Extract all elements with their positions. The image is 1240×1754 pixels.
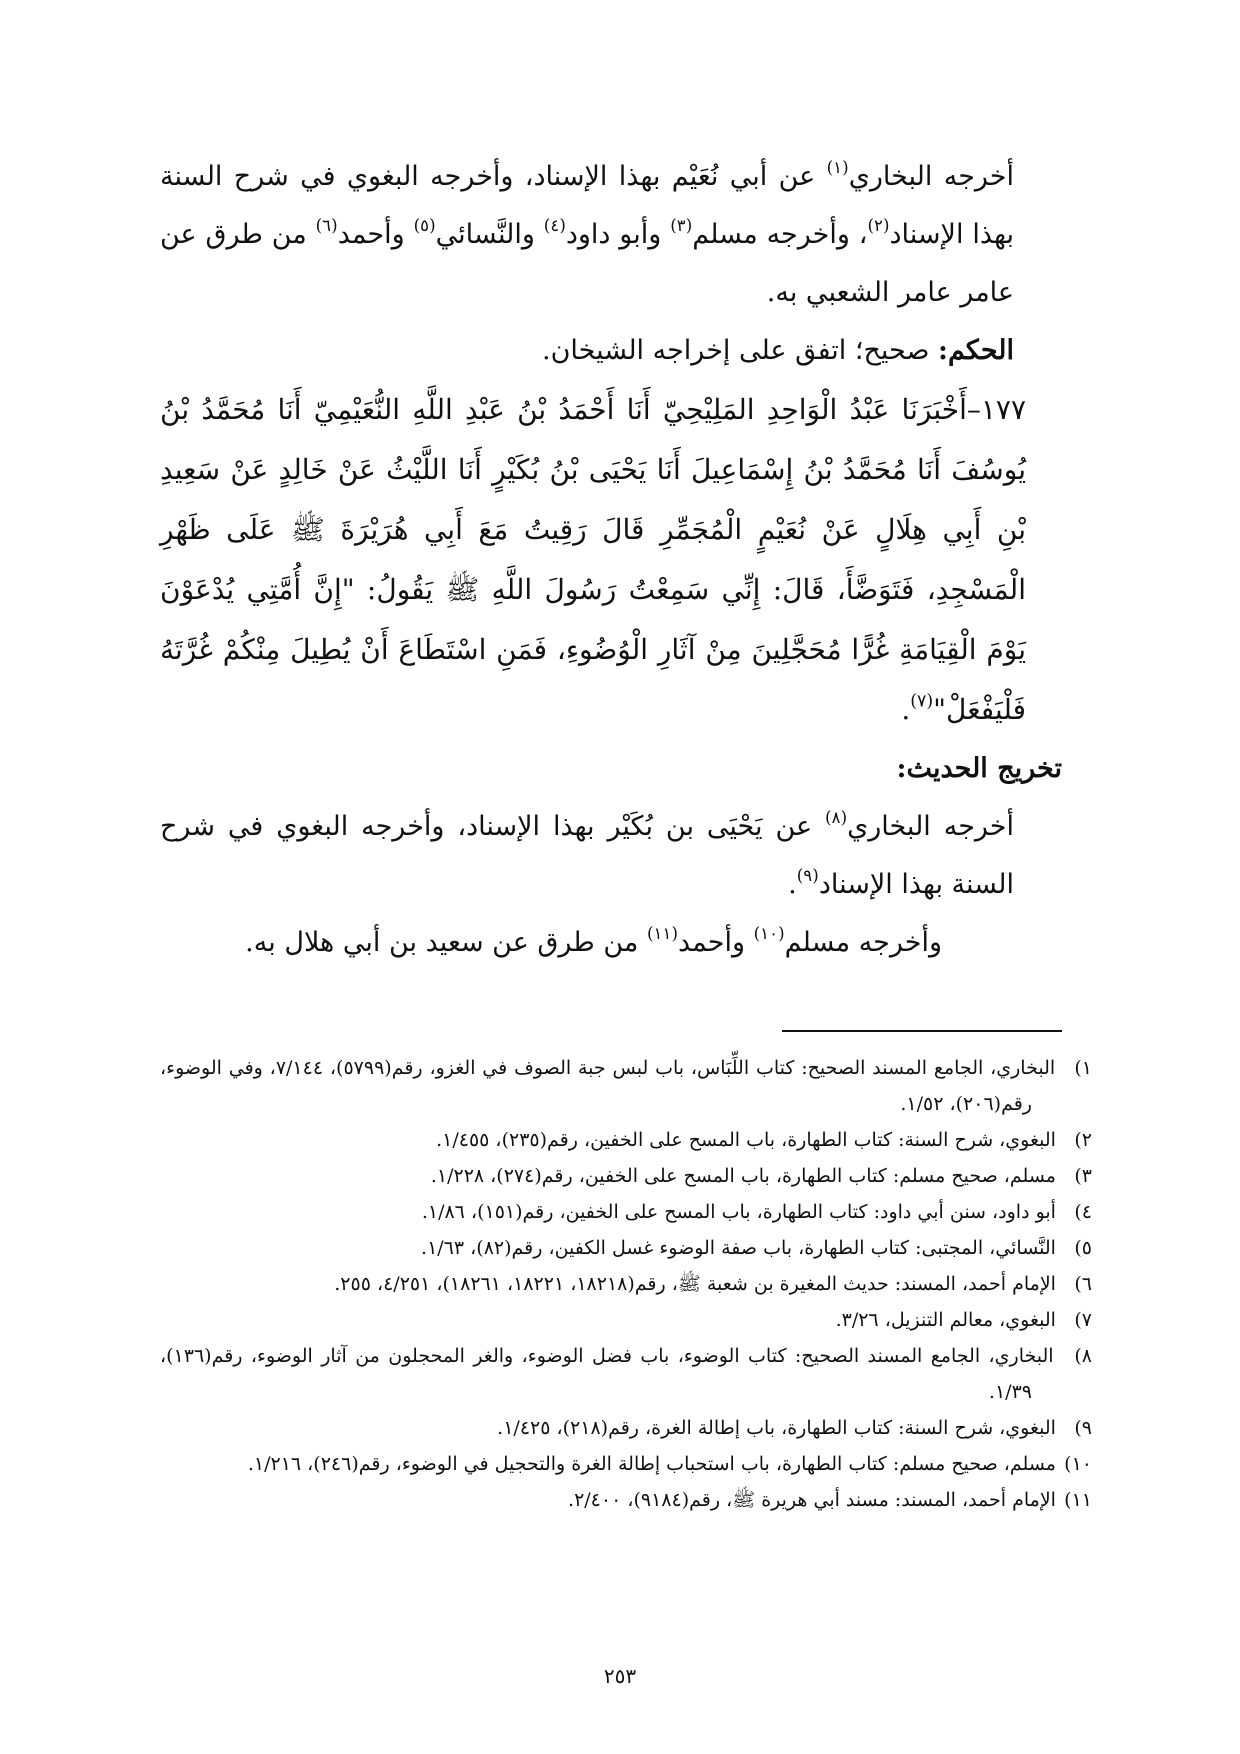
text-run: وأحمد: [678, 927, 754, 958]
footnote-text: البخاري، الجامع المسند الصحيح: كتاب اللِّبَاس، باب لبس جبة الصوف في الغزو، رقم(٥٧٩٩)، ٧/١٤٤، وفي الوضوء، رقم(٢٠٦)، ١/٥٢.: [160, 1057, 1062, 1115]
takhrij-heading: تخريج الحديث:: [896, 753, 1062, 784]
footnote-item: ٧) البغوي، معالم التنزيل، ٣/٢٦.: [835, 1309, 1092, 1331]
footnote-item: ١٠) مسلم، صحيح مسلم: كتاب الطهارة، باب استحباب إطالة الغرة والتحجيل في الوضوء، رقم(٢٤٦)، ١/٢١٦.: [247, 1453, 1092, 1475]
text-run: وأخرجه مسلم: [784, 927, 942, 958]
text-run: عن أبي نُعَيْم بهذا الإسناد، وأخرجه البغوي في شرح السنة بهذا الإسناد: [160, 161, 1014, 250]
footnote-text: البغوي، شرح السنة: كتاب الطهارة، باب المسح على الخفين، رقم(٢٣٥)، ١/٤٥٥.: [436, 1129, 1062, 1151]
footnote-item: ٦) الإمام أحمد، المسند: حديث المغيرة بن شعبة ﷺ، رقم(١٨٢١٨، ١٨٢٢١، ١٨٢٦١)، ٤/٢٥١، ٢٥٥.: [334, 1273, 1092, 1295]
footnote-text: البغوي، شرح السنة: كتاب الطهارة، باب إطالة الغرة، رقم(٢١٨)، ١/٤٢٥.: [497, 1417, 1062, 1439]
footnote-text: البخاري، الجامع المسند الصحيح: كتاب الوضوء، باب فضل الوضوء، والغر المحجلون من آثار الوضوء، رقم(١٣٦)، ١/٣٩.: [160, 1345, 1062, 1403]
footnote-text: الإمام أحمد، المسند: مسند أبي هريرة ﷺ، رقم(٩١٨٤)، ٢/٤٠٠.: [568, 1489, 1062, 1511]
footnote-separator: [782, 1030, 1062, 1032]
text-run: من طرق عن سعيد بن أبي هلال به.: [245, 927, 647, 958]
footnote-ref[interactable]: (١٠): [753, 922, 785, 943]
text-run: ، وأخرجه مسلم: [692, 219, 868, 250]
hadith-body: ١٧٧–أَخْبَرَنَا عَبْدُ الْوَاحِدِ المَلِيْحِيّ أَنَا أَحْمَدُ بْنُ عَبْدِ اللَّهِ النُّعَيْمِيّ أَنَا مُحَمَّدُ بْنُ يُوسُفَ أَنَا مُحَمَّدُ بْنُ إِسْمَاعِيلَ أَنَا يَحْيَى بْنُ بُكَيْرٍ أَنَا اللَّيْثُ عَنْ خَالِدٍ عَنْ سَعِيدِ بْنِ أَبِي هِلَالٍ عَنْ نُعَيْمٍ الْمُجَمِّرِ قَالَ رَقِيتُ مَعَ أَبِي هُرَيْرَةَ ﷺ عَلَى ظَهْرِ الْمَسْجِدِ، فَتَوَضَّأَ، قَالَ: إِنِّي سَمِعْتُ رَسُولَ اللَّهِ ﷺ يَقُولُ: "إِنَّ أُمَّتِي يُدْعَوْنَ يَوْمَ الْقِيَامَةِ غُرًّا مُحَجَّلِينَ مِنْ آثَارِ الْوُضُوءِ، فَمَنِ اسْتَطَاعَ أَنْ يُطِيلَ مِنْكُمْ غُرَّتَهُ فَلْيَفْعَلْ": [160, 393, 1026, 726]
hadith-text: [160, 380, 1062, 740]
footnote-ref[interactable]: (٦): [315, 214, 338, 235]
footnote-item: ٥) النَّسائي، المجتبى: كتاب الطهارة، باب صفة الوضوء غسل الكفين، رقم(٨٢)، ١/٦٣.: [421, 1237, 1092, 1259]
takhrij-paragraph-1: [160, 148, 1062, 322]
text-run: من طرق عن عامر عامر الشعبي به.: [160, 219, 1014, 308]
footnotes: [160, 1050, 1092, 1518]
footnote-ref[interactable]: (٢): [867, 214, 890, 235]
footnote-text: البغوي، معالم التنزيل، ٣/٢٦.: [835, 1309, 1062, 1331]
footnote-text: مسلم، صحيح مسلم: كتاب الطهارة، باب المسح على الخفين، رقم(٢٧٤)، ١/٢٢٨.: [430, 1165, 1062, 1187]
footnote-text: مسلم، صحيح مسلم: كتاب الطهارة، باب استحباب إطالة الغرة والتحجيل في الوضوء، رقم(٢٤٦)، ١/٢١٦.: [247, 1453, 1062, 1475]
footnote-ref[interactable]: (٥): [413, 214, 436, 235]
footnote-ref[interactable]: (٤): [543, 214, 566, 235]
footnote-text: الإمام أحمد، المسند: حديث المغيرة بن شعبة ﷺ، رقم(١٨٢١٨، ١٨٢٢١، ١٨٢٦١)، ٤/٢٥١، ٢٥٥.: [334, 1273, 1062, 1295]
footnote-ref[interactable]: (٩): [796, 864, 819, 885]
footnote-item: ١١) الإمام أحمد، المسند: مسند أبي هريرة ﷺ، رقم(٩١٨٤)، ٢/٤٠٠.: [568, 1489, 1092, 1511]
main-text: [160, 148, 1062, 972]
text-run: أخرجه البخاري: [847, 811, 1015, 842]
footnote-item: ٨) البخاري، الجامع المسند الصحيح: كتاب الوضوء، باب فضل الوضوء، والغر المحجلون من آثار الوضوء، رقم(١٣٦)، ١/٣٩.: [160, 1345, 1092, 1403]
text-run: .: [901, 693, 911, 726]
takhrij-paragraph-3: [160, 914, 1062, 972]
footnote-item: ٢) البغوي، شرح السنة: كتاب الطهارة، باب المسح على الخفين، رقم(٢٣٥)، ١/٤٥٥.: [436, 1129, 1092, 1151]
footnote-text: النَّسائي، المجتبى: كتاب الطهارة، باب صفة الوضوء غسل الكفين، رقم(٨٢)، ١/٦٣.: [421, 1237, 1062, 1259]
footnote-item: ٣) مسلم، صحيح مسلم: كتاب الطهارة، باب المسح على الخفين، رقم(٢٧٤)، ١/٢٢٨.: [430, 1165, 1092, 1187]
text-run: وأحمد: [337, 219, 414, 250]
footnote-ref[interactable]: (١١): [646, 922, 678, 943]
page-number: ٢٥٣: [603, 1664, 637, 1688]
text-run: أخرجه البخاري: [848, 161, 1014, 192]
footnote-ref[interactable]: (٣): [670, 214, 693, 235]
footnote-item: ٩) البغوي، شرح السنة: كتاب الطهارة، باب إطالة الغرة، رقم(٢١٨)، ١/٤٢٥.: [497, 1417, 1092, 1439]
ruling-label: الحكم:: [937, 335, 1014, 366]
footnote-ref[interactable]: (٧): [910, 691, 934, 712]
text-run: والنَّسائي: [435, 219, 544, 250]
text-run: عن يَحْيَى بن بُكَيْر بهذا الإسناد، وأخرجه البغوي في شرح السنة بهذا الإسناد: [160, 811, 1014, 900]
takhrij-paragraph-2: [160, 798, 1062, 914]
text-run: وأبو داود: [565, 219, 671, 250]
footnote-item: ٤) أبو داود، سنن أبي داود: كتاب الطهارة، باب المسح على الخفين، رقم(١٥١)، ١/٨٦.: [421, 1201, 1092, 1223]
footnote-text: أبو داود، سنن أبي داود: كتاب الطهارة، باب المسح على الخفين، رقم(١٥١)، ١/٨٦.: [421, 1201, 1062, 1223]
footnote-ref[interactable]: (١): [826, 156, 849, 177]
ruling-text: صحيح؛ اتفق على إخراجه الشيخان.: [542, 335, 938, 366]
footnote-ref[interactable]: (٨): [825, 806, 848, 827]
text-run: .: [788, 869, 797, 900]
footnote-item: ١) البخاري، الجامع المسند الصحيح: كتاب اللِّبَاس، باب لبس جبة الصوف في الغزو، رقم(٥٧٩٩)، ٧/١٤٤، وفي الوضوء، رقم(٢٠٦)، ١/٥٢.: [160, 1057, 1092, 1115]
ruling-line: [160, 322, 1062, 380]
